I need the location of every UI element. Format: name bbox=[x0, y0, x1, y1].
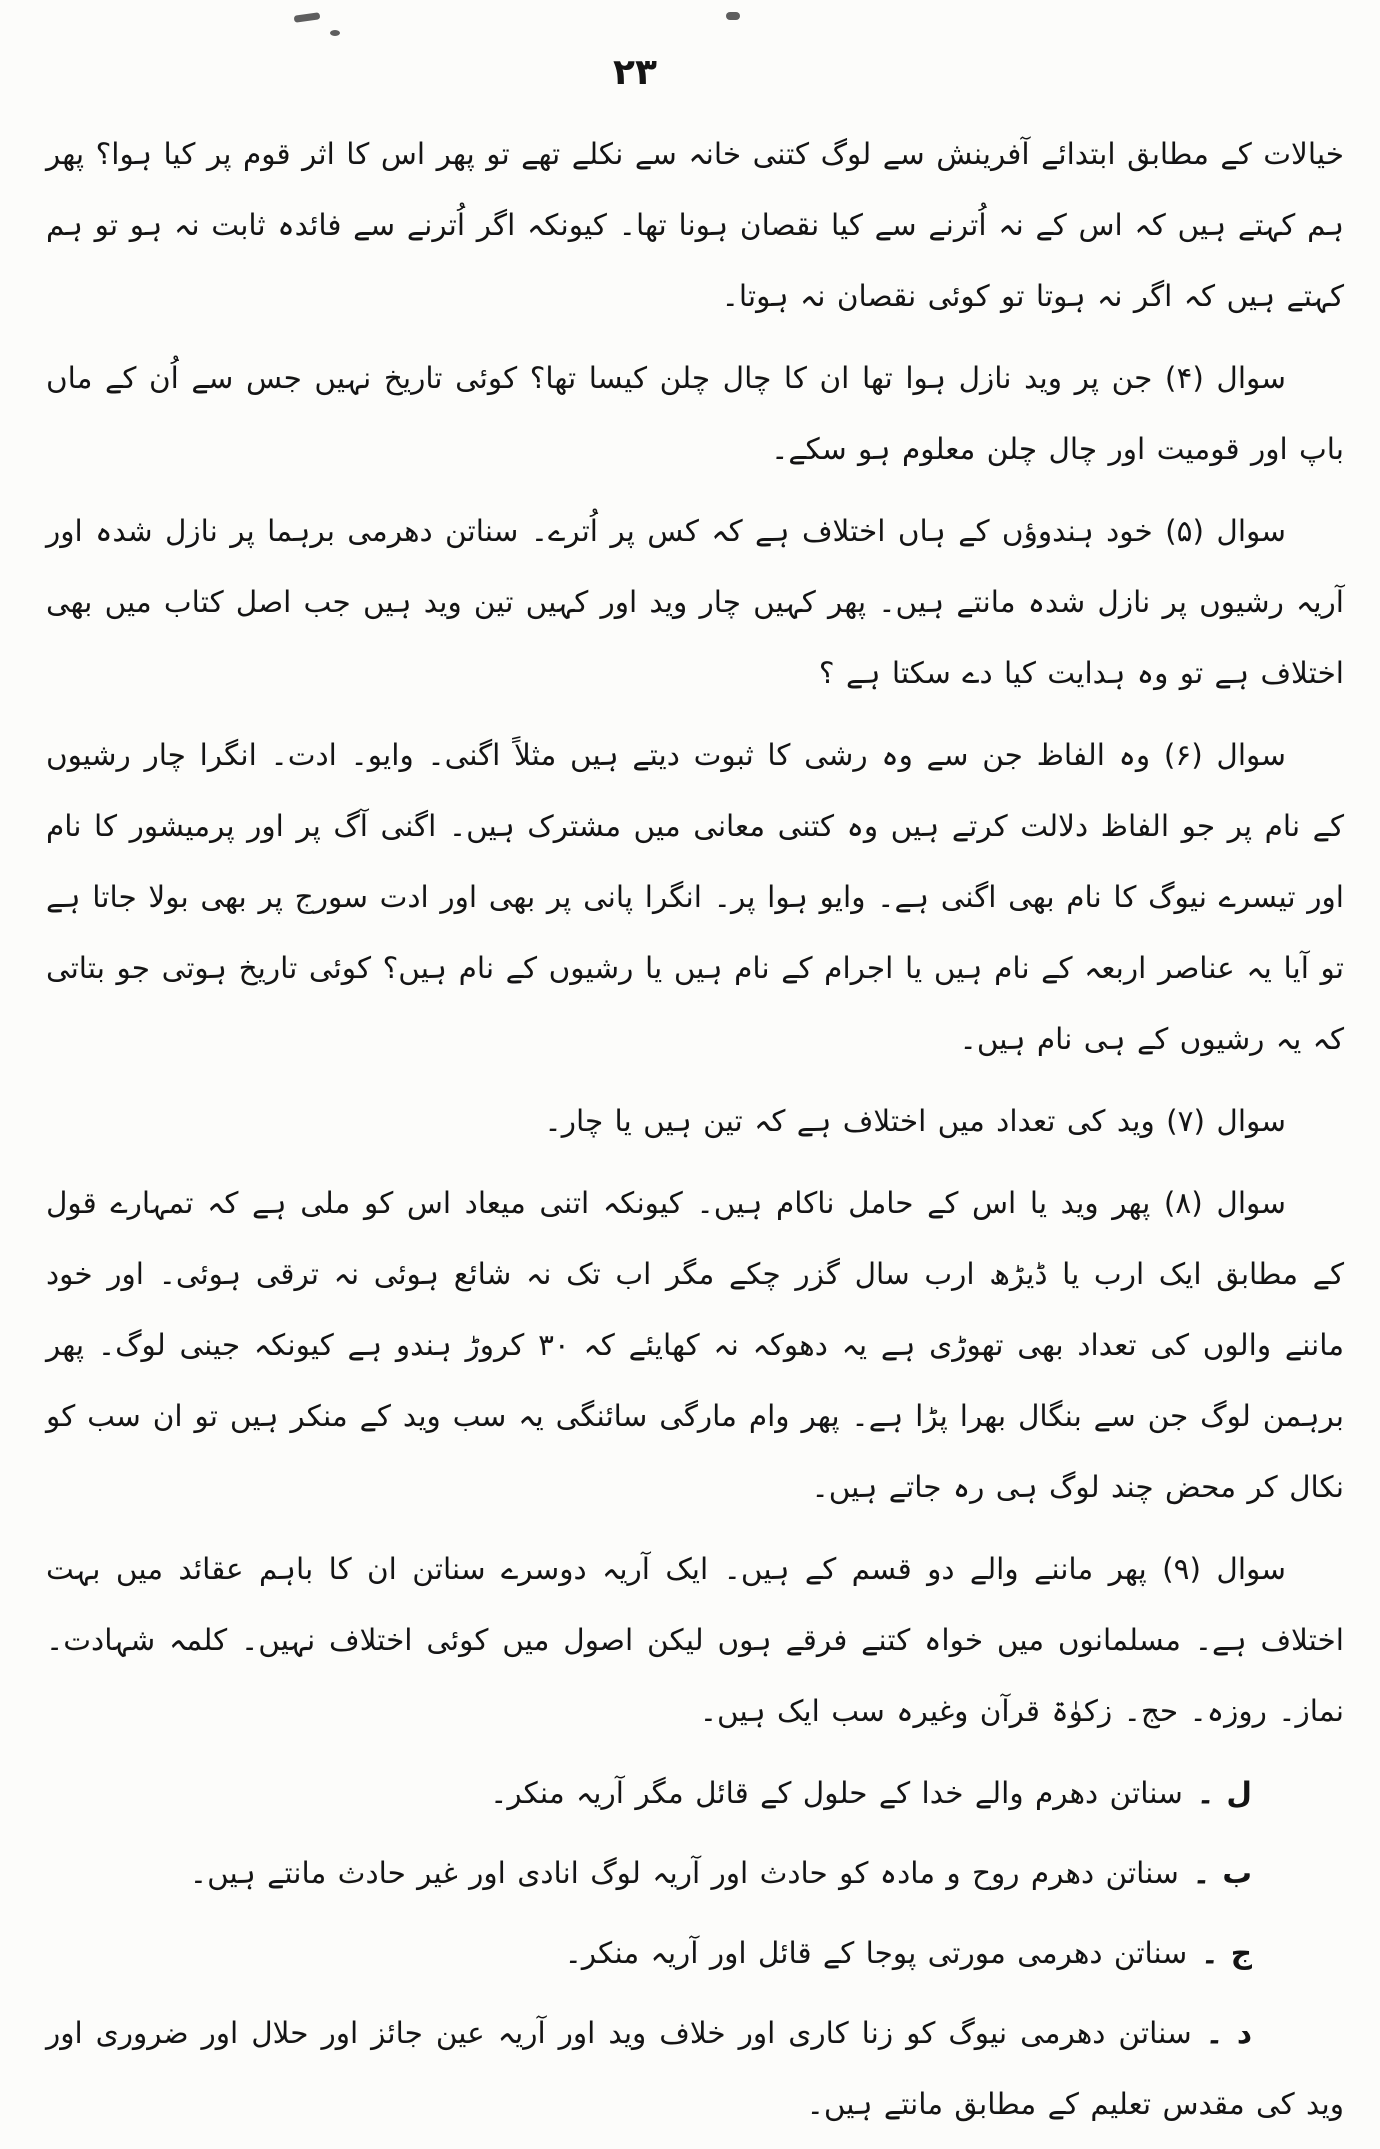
scan-artifact bbox=[330, 30, 340, 36]
list-item-marker: د ۔ bbox=[1205, 2016, 1252, 2050]
list-item-jeem bbox=[46, 1918, 1344, 1989]
paragraph-question-8: سوال (۸) پھر وید یا اس کے حامل ناکام ہیں۔ کیونکہ اتنی میعاد اس کو ملی ہے کہ تمہارے قول کے مطابق ایک ارب یا ڈیڑھ ارب سال گزر چکے مگر اب تک نہ شائع ہوئی نہ ترقی ہوئی۔ اور خود ماننے والوں کی تعداد بھی تھوڑی ہے یہ دھوکہ نہ کھایئے کہ ۳۰ کروڑ ہندو ہے کیونکہ جینی لوگ۔ پھر برہمن لوگ جن سے بنگال بھرا پڑا ہے۔ پھر وام مارگی سائنگی یہ سب وید کے منکر ہیں تو ان سب کو نکال کر محض چند لوگ ہی رہ جاتے ہیں۔ bbox=[46, 1186, 1345, 1504]
list-item-be bbox=[46, 1838, 1344, 1909]
list-item-marker: ج ۔ bbox=[1201, 1936, 1252, 1970]
paragraph-intro: خیالات کے مطابق ابتدائے آفرینش سے لوگ کتنی خانہ سے نکلے تھے تو پھر اس کا اثر قوم پر کیا ہوا؟ پھر ہم کہتے ہیں کہ اس کے نہ اُترنے سے کیا نقصان ہونا تھا۔ کیونکہ اگر اُترنے سے فائدہ ثابت نہ ہو تو ہم کہتے ہیں کہ اگر نہ ہوتا تو کوئی نقصان نہ ہوتا۔ bbox=[46, 137, 1344, 313]
scan-artifact bbox=[294, 12, 321, 23]
list-item-marker: ب ۔ bbox=[1192, 1856, 1252, 1890]
list-item-laam bbox=[46, 1758, 1344, 1829]
list-item-text: سناتن دھرمی مورتی پوجا کے قائل اور آریہ منکر۔ bbox=[564, 1936, 1188, 1970]
paragraph-question-9: سوال (۹) پھر ماننے والے دو قسم کے ہیں۔ ایک آریہ دوسرے سناتن ان کا باہم عقائد میں بہت اختلاف ہے۔ مسلمانوں میں خواہ کتنے فرقے ہوں لیکن اصول میں کوئی اختلاف نہیں۔ کلمہ شہادت۔ نماز۔ روزہ۔ حج۔ زکوٰۃ قرآن وغیرہ سب ایک ہیں۔ bbox=[46, 1552, 1344, 1728]
list-item-text: سناتن دھرم روح و مادہ کو حادث اور آریہ لوگ انادی اور غیر حادث مانتے ہیں۔ bbox=[189, 1856, 1179, 1890]
list-item-daal bbox=[46, 1998, 1344, 2140]
page-body bbox=[46, 52, 1344, 2149]
paragraph-question-7: سوال (۷) وید کی تعداد میں اختلاف ہے کہ تین ہیں یا چار۔ bbox=[544, 1104, 1286, 1138]
paragraph-question-4: سوال (۴) جن پر وید نازل ہوا تھا ان کا چال چلن کیسا تھا؟ کوئی تاریخ نہیں جس سے اُن کے ماں باپ اور قومیت اور چال چلن معلوم ہو سکے۔ bbox=[46, 361, 1344, 466]
page-number: ۲۳ bbox=[613, 52, 657, 93]
paragraph-question-5: سوال (۵) خود ہندوؤں کے ہاں اختلاف ہے کہ کس پر اُترے۔ سناتن دھرمی برہما پر نازل شدہ اور آریہ رشیوں پر نازل شدہ مانتے ہیں۔ پھر کہیں چار وید اور کہیں تین وید ہیں جب اصل کتاب میں بھی اختلاف ہے تو وہ ہدایت کیا دے سکتا ہے ؟ bbox=[46, 514, 1344, 690]
list-item-marker: ل ۔ bbox=[1196, 1776, 1252, 1810]
scan-artifact bbox=[726, 12, 740, 20]
list-item-text: سناتن دھرمی نیوگ کو زنا کاری اور خلاف وید اور آریہ عین جائز اور حلال اور ضروری اور وید کی مقدس تعلیم کے مطابق مانتے ہیں۔ bbox=[46, 2016, 1344, 2121]
list-item-text: سناتن دھرم والے خدا کے حلول کے قائل مگر آریہ منکر۔ bbox=[490, 1776, 1183, 1810]
paragraph-question-6: سوال (۶) وہ الفاظ جن سے وہ رشی کا ثبوت دیتے ہیں مثلاً اگنی۔ وایو۔ ادت۔ انگرا چار رشیوں کے نام پر جو الفاظ دلالت کرتے ہیں وہ کتنی معانی میں مشترک ہیں۔ اگنی آگ پر اور پرمیشور کا نام اور تیسرے نیوگ کا نام بھی اگنی ہے۔ وایو ہوا پر۔ انگرا پانی پر بھی اور ادت سورج پر بھی بولا جاتا ہے تو آیا یہ عناصر اربعہ کے نام ہیں یا اجرام کے نام ہیں یا رشیوں کے نام ہیں؟ کوئی تاریخ ہوتی جو بتاتی کہ یہ رشیوں کے ہی نام ہیں۔ bbox=[46, 738, 1344, 1056]
